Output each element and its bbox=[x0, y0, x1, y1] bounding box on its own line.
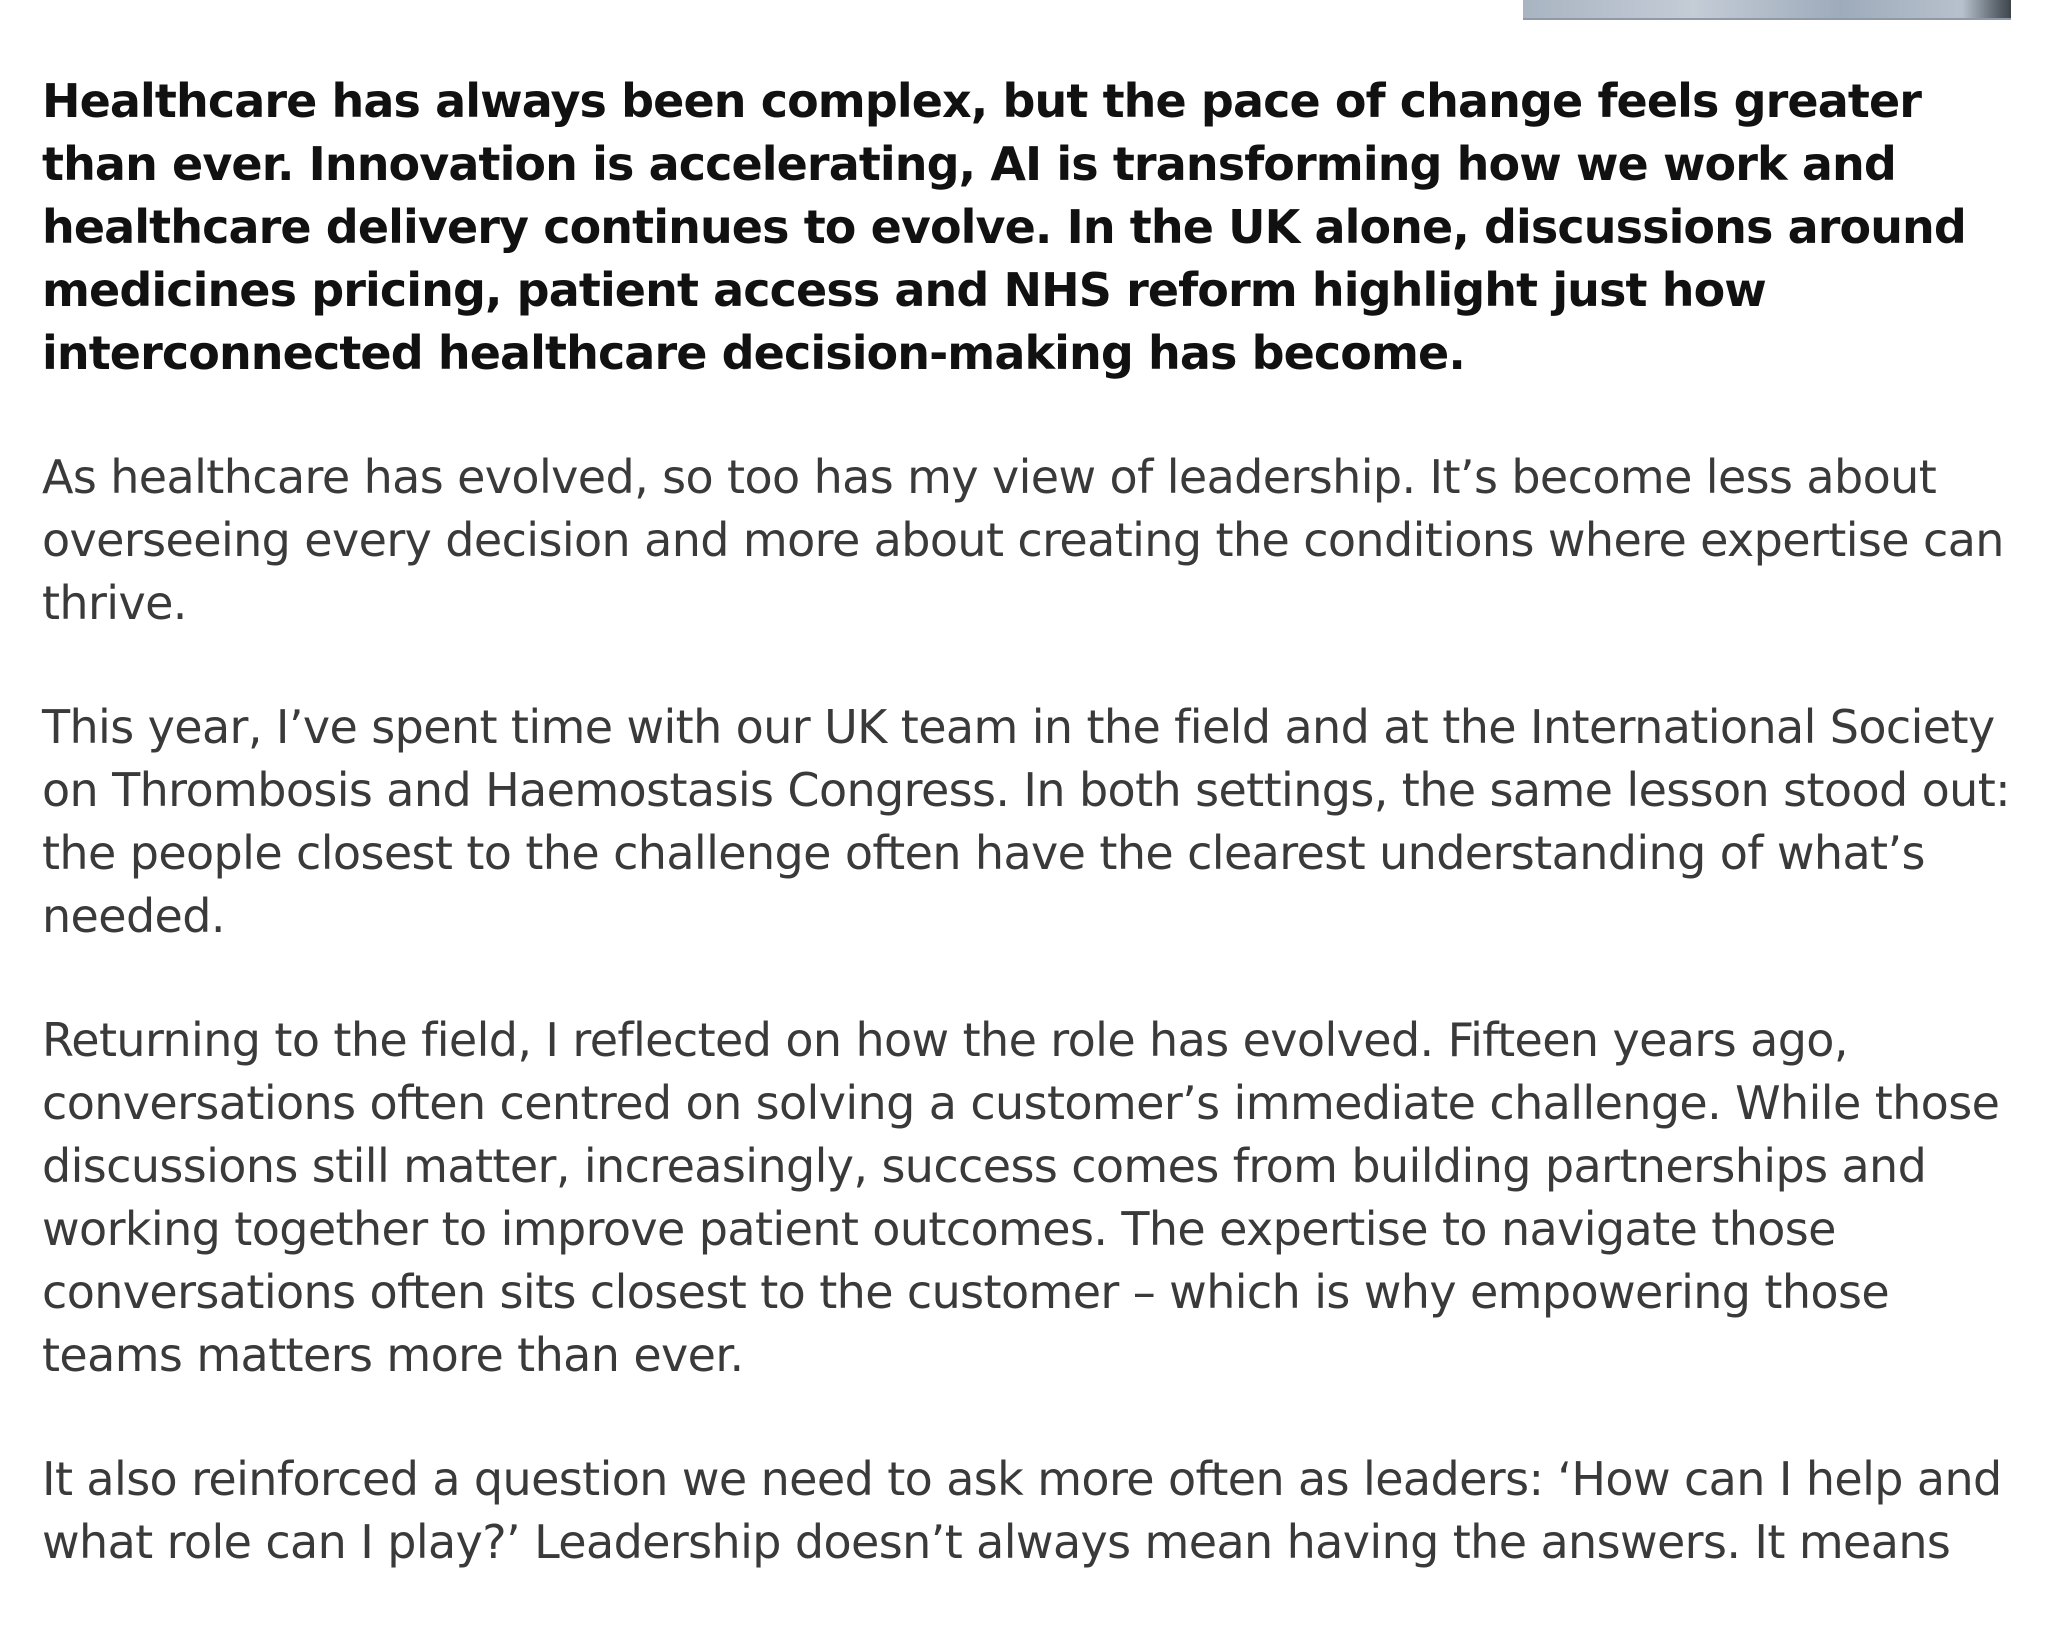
article-body bbox=[42, 70, 2012, 1635]
article-paragraph: This year, I’ve spent time with our UK team in the field and at the International Society on Thrombosis and Haemostasis Congress. In both settings, the same lesson stood out: the people closest to the challenge often have the clearest understanding of what’s needed. bbox=[42, 700, 2011, 943]
article-lead-paragraph: Healthcare has always been complex, but the pace of change feels greater than ever. Innovation is accelerating, AI is transforming how we work and healthcare delivery continues to evolve. In the UK alone, discussions around medicines pricing, patient access and NHS reform highlight just how interconnected healthcare decision-making has become. bbox=[42, 74, 1966, 380]
article-header-image bbox=[1523, 0, 2011, 20]
article-paragraph: Returning to the field, I reflected on how the role has evolved. Fifteen years ago, conversations often centred on solving a customer’s immediate challenge. While those discussions still matter, increasingly, success comes from building partnerships and working together to improve patient outcomes. The expertise to navigate those conversations often sits closest to the customer – which is why empowering those teams matters more than ever. bbox=[42, 1013, 2000, 1382]
article-paragraph: It also reinforced a question we need to ask more often as leaders: ‘How can I help and what role can I play?’ Leadership doesn’t always mean having the answers. It means bbox=[42, 1452, 2002, 1569]
article-paragraph: As healthcare has evolved, so too has my view of leadership. It’s become less about overseeing every decision and more about creating the conditions where expertise can thrive. bbox=[42, 450, 2004, 630]
